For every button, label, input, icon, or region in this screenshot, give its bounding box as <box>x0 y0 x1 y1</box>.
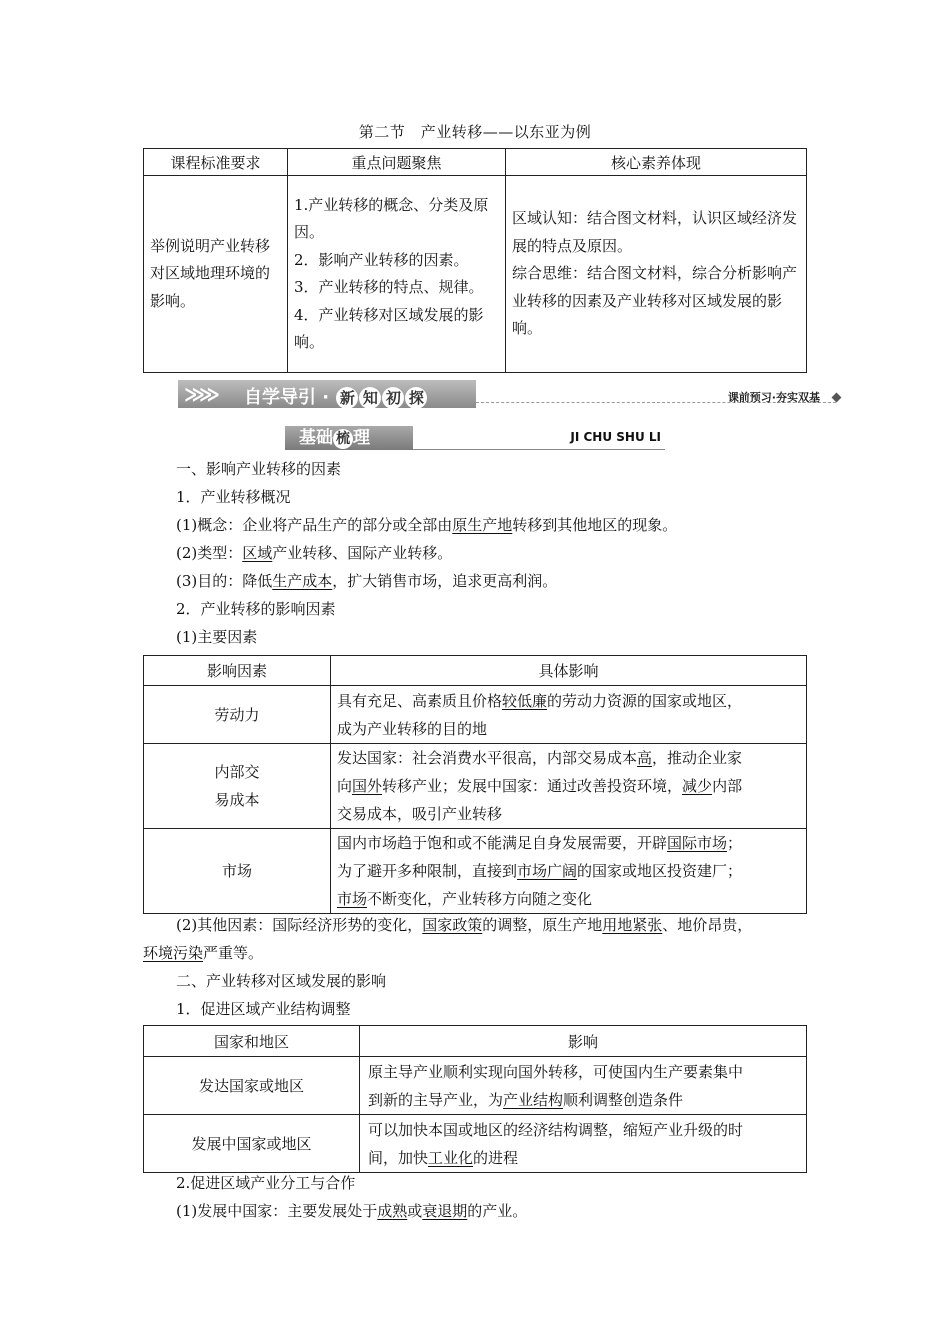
subsection-circle-char: 梳 <box>333 429 353 449</box>
paragraph-concept: (1)概念：企业将产品生产的部分或全部由原生产地转移到其他地区的现象。 <box>176 516 678 534</box>
region-name: 发达国家或地区 <box>144 1057 360 1115</box>
region-impact: 可以加快本国或地区的经济结构调整，缩短产业升级的时 间，加快工业化的进程 <box>360 1115 807 1173</box>
focus-item: 2．影响产业转移的因素。 <box>294 250 469 269</box>
factor-detail: 具有充足、高素质且价格较低廉的劳动力资源的国家或地区， 成为产业转移的目的地 <box>331 686 807 744</box>
paragraph-other-factors: (2)其他因素：国际经济形势的变化，国家政策的调整，原生产地用地紧张、地价昂贵， <box>176 916 753 934</box>
table-header: 课程标准要求 <box>144 149 288 176</box>
subsection-title <box>285 426 413 450</box>
table-cell <box>506 176 807 373</box>
paragraph-other-factors-cont: 环境污染严重等。 <box>143 944 264 962</box>
subsection-banner <box>285 426 665 450</box>
table-header: 重点问题聚焦 <box>288 149 506 176</box>
factor-name: 内部交 易成本 <box>144 744 331 829</box>
subheading: 1．促进区域产业结构调整 <box>176 1000 351 1018</box>
subsection-title-text: 理 <box>353 428 370 448</box>
factor-detail: 国内市场趋于饱和或不能满足自身发展需要，开辟国际市场； 为了避开多种限制，直接到市场广阔的国家或地区投资建厂； 市场不断变化，产业转移方向随之变化 <box>331 829 807 914</box>
banner-dot: · <box>322 387 330 408</box>
table-row <box>144 1115 807 1173</box>
table-header: 影响因素 <box>144 656 331 686</box>
subsection-latin: JI CHU SHU LI <box>570 430 661 444</box>
banner-subtitle: 课前预习·夯实双基 <box>727 391 820 404</box>
table-cell <box>144 176 288 373</box>
section-heading: 一、影响产业转移的因素 <box>176 460 342 478</box>
paragraph-types: (2)类型：区域产业转移、国际产业转移。 <box>176 544 453 562</box>
section-heading: 二、产业转移对区域发展的影响 <box>176 972 387 990</box>
banner-circle-char: 探 <box>405 387 427 409</box>
diamond-icon <box>832 393 842 403</box>
banner-circle-char: 初 <box>382 387 404 409</box>
banner-circle-char: 新 <box>336 387 358 409</box>
subheading: 2.促进区域产业分工与合作 <box>176 1174 356 1192</box>
banner-circle-char: 知 <box>359 387 381 409</box>
subheading: 2．产业转移的影响因素 <box>176 600 336 618</box>
factor-name: 劳动力 <box>144 686 331 744</box>
focus-item: 3．产业转移的特点、规律。 <box>294 278 484 296</box>
subsection-divider <box>413 449 665 450</box>
double-chevron-icon: ≫≫ <box>184 382 214 406</box>
table-header: 具体影响 <box>331 656 807 686</box>
focus-item: 1.产业转移的概念、分类及原因。 <box>294 195 489 241</box>
factor-name: 市场 <box>144 829 331 914</box>
section-banner <box>178 380 844 410</box>
page-title: 第二节 产业转移——以东亚为例 <box>358 123 592 141</box>
paragraph-developing: (1)发展中国家：主要发展处于成熟或衰退期的产业。 <box>176 1202 528 1220</box>
table-cell <box>288 176 506 373</box>
factor-detail: 发达国家：社会消费水平很高，内部交易成本高，推动企业家 向国外转移产业；发展中国家：通过改善投资环境，减少内部 交易成本，吸引产业转移 <box>331 744 807 829</box>
region-name: 发展中国家或地区 <box>144 1115 360 1173</box>
table-row <box>144 686 807 744</box>
table-header: 影响 <box>360 1026 807 1057</box>
factors-table <box>143 655 807 914</box>
subheading: 1．产业转移概况 <box>176 488 291 506</box>
paragraph-purpose: (3)目的：降低生产成本，扩大销售市场，追求更高利润。 <box>176 572 558 590</box>
table-row <box>144 829 807 914</box>
subheading-main: (1)主要因素 <box>176 628 258 646</box>
literacy-item: 综合思维：结合图文材料，综合分析影响产业转移的因素及产业转移对区域发展的影响。 <box>512 264 798 338</box>
table-row <box>144 744 807 829</box>
standards-requirement: 举例说明产业转移对区域地理环境的影响。 <box>150 236 271 310</box>
structure-table <box>143 1025 807 1173</box>
subsection-title-text: 基础 <box>299 428 333 448</box>
table-row <box>144 1057 807 1115</box>
banner-title-text: 自学导引 <box>244 387 316 408</box>
table-header: 国家和地区 <box>144 1026 360 1057</box>
banner-title <box>244 383 427 409</box>
focus-item: 4．产业转移对区域发展的影响。 <box>294 305 484 351</box>
literacy-item: 区域认知：结合图文材料，认识区域经济发展的特点及原因。 <box>512 209 798 255</box>
region-impact: 原主导产业顺利实现向国外转移，可使国内生产要素集中 到新的主导产业，为产业结构顺利调整创造条件 <box>360 1057 807 1115</box>
table-header: 核心素养体现 <box>506 149 807 176</box>
standards-table <box>143 148 807 373</box>
